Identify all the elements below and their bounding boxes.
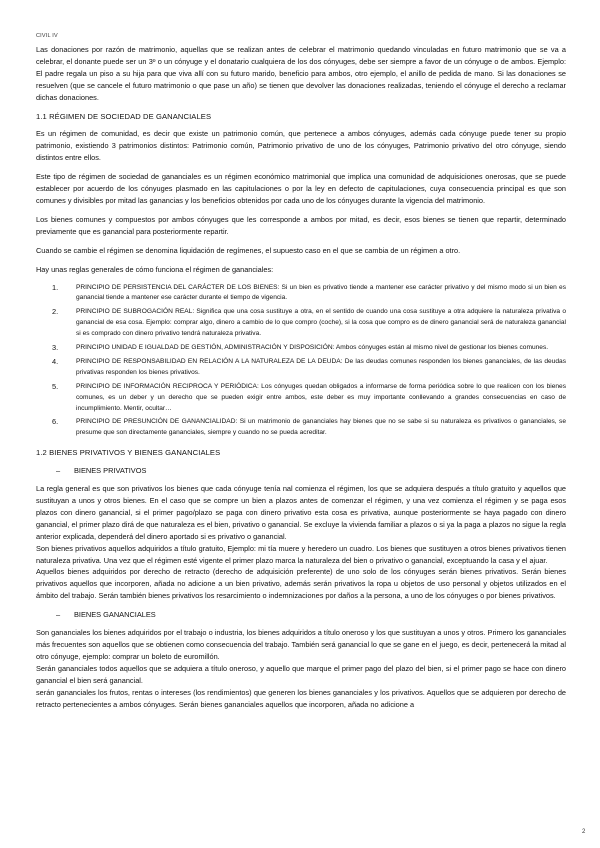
list-item-text: PRINCIPIO DE RESPONSABILIDAD EN RELACIÓN A LA NATURALEZA DE LA DEUDA: De las deudas comunes responden los bienes gananciales, de las deudas privativas responden los bienes privativos. [76,357,566,376]
list-item [36,307,566,340]
list-item [36,357,566,379]
subsection-label: BIENES GANANCIALES [74,610,156,620]
document-body [36,44,566,710]
dash-marker: – [56,610,61,620]
list-item-number: 3. [52,343,59,353]
list-item [36,382,566,415]
list-item-number: 2. [52,307,59,317]
paragraph-gananciales-frutos: serán gananciales los frutos, rentas o intereses (los rendimientos) que generen los bienes gananciales y los privativos. Aquellos que se adquieren por derecho de retracto pertenecientes a ambos cónyuges. Serán bienes gananciales aquellos que incorporen, añada no adicione a [36,687,566,709]
paragraph-gananciales-trabajo: Son gananciales los bienes adquiridos por el trabajo o industria, los bienes adquiridos a título oneroso y los que sustituyan a unos y otros. Primero los gananciales más frecuentes son aquellos que se obtienen como consecuencia del trabajo. También será ganancial lo que se gane en el juego, es decir, pertenecerá la mitad al otro cónyuge, ejemplo: comprar un boleto de euromillón. [36,628,566,661]
subsection-label: BIENES PRIVATIVOS [74,466,147,476]
paragraph-privativos-retracto: Aquellos bienes adquiridos por derecho de retracto (derecho de adquisición preferente) de uno solo de los cónyuges serán bienes privativos. Serán bienes privativos aquellos que incorporen, añada no adicione a un bien privativo, además serán privativos la ropa u objetos de uso personal y objetos utilizados en el ámbito del trabajo. Serán también bienes privativos los resarcimiento o indemnizaciones por daños a la persona, a uno de los cónyuges o por bienes privativos. [36,567,566,601]
list-item-number: 5. [52,381,59,391]
paragraph-privativos-regla: La regla general es que son privativos los bienes que cada cónyuge tenía nal comienza el régimen, los que se adquiera después a título gratuito y aquellos que sustituyan a unos y otros bienes. En el caso que se compre un bien a plazos antes de comenzar el régimen, y una vez comienza el régimen y se paga esos plazos con dinero ganancial, si el primer pago/plazo se paga con dinero privativo esta cosa es privativa, aunque posteriormente se haya pagado con dinero ganancial, el primer plazo dirá de que naturaleza es el bien, privativo o ganancial. Se excluye la vivienda familiar a plazos o si ya la paga a plazos no sigue la regla anterior explicada, dependerá del dinero aportado si es privativo o ganancial. [36,484,566,541]
list-item [36,343,566,354]
list-item-text: PRINCIPIO UNIDAD E IGUALDAD DE GESTIÓN, ADMINISTRACIÓN Y DISPOSICIÓN: Ambos cónyuges están al mismo nivel de gestionar los bienes comunes. [76,344,549,352]
paragraph-liquidacion: Cuando se cambie el régimen se denomina liquidación de regímenes, el supuesto caso en el que se cambia de un régimen a otro. [36,245,461,255]
paragraph-sociedad-gananciales: Este tipo de régimen de sociedad de gananciales es un régimen económico matrimonial que implica una comunidad de adquisiciones onerosas, que se puede establecer por acuerdo de los cónyuges plasmado en las capitulaciones o por la ley en defecto de capitulaciones, cuya consecuencia principal es que son comunes y divisibles por mitad las ganancias y los beneficios obtenidos por cada uno de los cónyuges durante la vigencia del matrimonio. [36,172,566,205]
section-title-bienes: 1.2 BIENES PRIVATIVOS Y BIENES GANANCIALES [36,448,221,458]
subsection-title-gananciales [36,609,566,621]
section-title-gananciales: 1.1 RÉGIMEN DE SOCIEDAD DE GANANCIALES [36,111,212,121]
list-item-number: 6. [52,417,59,427]
list-item-number: 4. [52,356,59,366]
list-item-number: 1. [52,282,59,292]
list-item [36,417,566,439]
paragraph-regimen-comunidad: Es un régimen de comunidad, es decir que existe un patrimonio común, que pertenece a ambos cónyuges, además cada cónyuge puede tener su propio patrimonio, existiendo 3 patrimonios distintos: Patrimonio común, Patrimonio privativo de uno de los cónyuges, Patrimonio privativo del otro cónyuge, siendo distintos entre ellos. [36,129,566,163]
list-item [36,283,566,305]
list-item-text: PRINCIPIO DE PERSISTENCIA DEL CARÁCTER DE LOS BIENES: Si un bien es privativo tiende a mantener ese carácter privativo y del mismo modo si un bien es ganancial tiende a mantener ese carácter durante el tiempo de vigencia. [76,283,566,302]
list-item-text: PRINCIPIO DE PRESUNCIÓN DE GANANCIALIDAD: Si un matrimonio de gananciales hay bienes que no se sabe si su naturaleza es privativos o gananciales, se presume que son directamente gananciales, siempre y cuando no se pueda acreditar. [76,418,566,437]
rules-list [36,283,566,440]
list-item-text: PRINCIPIO DE INFORMACIÓN RECIPROCA Y PERIÓDICA: Los cónyuges quedan obligados a informarse de forma periódica sobre lo que realicen con los bienes comunes, es un deber y un derecho que se pueden exigir entre ambos, este deber es muy importante conllevando a grandes consecuencias en caso de incumplimiento. Mentir, ocultar… [76,382,566,412]
running-header: CIVIL IV [36,33,58,39]
paragraph-donaciones: Las donaciones por razón de matrimonio, aquellas que se realizan antes de celebrar el matrimonio quedando vinculadas en futuro matrimonio que se va a celebrar, el donante puede ser un 3º o un cónyuge y el donatario cualquiera de los dos cónyuges, debe ser siempre a favor de un cónyuge o de ambos. Ejemplo: El padre regala un piso a su hija para que viva allí con su futuro marido, beneficio para ambos, otro ejemplo, el anillo de pedida de mano. Si las donaciones se resuelven (que se cancele el futuro matrimonio o que pase un año) se tienen que devolver las donaciones realizadas, teniendo el cónyuge el derecho a reclamar dichas donaciones. [36,45,566,102]
subsection-title-privativos [36,465,566,477]
dash-marker: – [56,466,61,476]
paragraph-reglas-intro: Hay unas reglas generales de cómo funciona el régimen de gananciales: [36,264,274,274]
page-number: 2 [582,829,586,835]
paragraph-bienes-comunes: Los bienes comunes y compuestos por ambos cónyuges que les corresponde a ambos por mitad, es decir, esos bienes se tienen que repartir, determinado previamente que es ganancial para posteriormente repartir. [36,214,566,236]
list-item-text: PRINCIPIO DE SUBROGACIÓN REAL: Significa que una cosa sustituye a otra, en el sentido de cuando una cosa sustituye a otra adquiere la naturaleza privativa o ganancial de esa cosa. Ejemplo: comprar algo, dinero a cambio de lo que compro (coche), si la cosa que compro es de dinero ganancial será de naturaleza ganancial si es comprado con dinero privativo tendrá naturaleza privativa. [76,308,566,338]
paragraph-privativos-gratuito: Son bienes privativos aquellos adquiridos a título gratuito, Ejemplo: mi tía muere y heredero un cuadro. Los bienes que sustituyen a otros bienes privativos tienen naturaleza privativa. Una vez que el régimen esté vigente el primer plazo marca la naturaleza del bien o privativo o ganancial, exceptuando la casa y el ajuar. [36,543,566,565]
paragraph-gananciales-oneroso: Serán gananciales todos aquellos que se adquiera a título oneroso, y aquello que marque el primer pago del plazo del bien, si el primer pago se hace con dinero ganancial el bien será ganancial. [36,663,566,685]
